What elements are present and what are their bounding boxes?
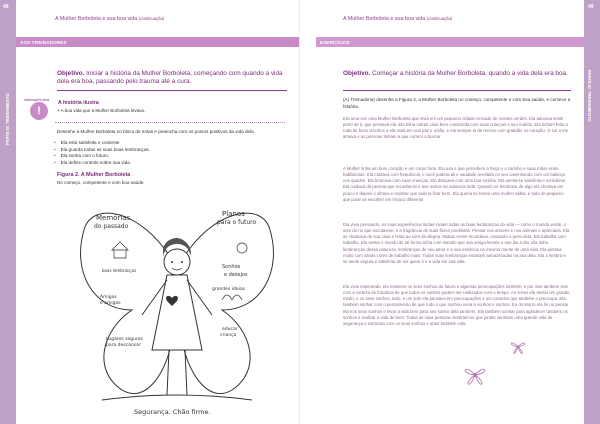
wing-label-futuro: para o futuro <box>217 219 257 226</box>
wing-label-planos: Planos <box>222 210 245 218</box>
left-objective-label: Objetivo. <box>57 70 85 77</box>
list-item: • Ela sonha com o futuro. <box>62 153 150 160</box>
right-side-label: PARTE III: TREINAMENTO <box>587 70 592 122</box>
wing-label-memorias: Memórias <box>96 214 131 222</box>
wing-label-passado: do passado <box>94 223 129 230</box>
right-objective-text: Começar a história da Mulher Borboleta, quando a vida dela era boa. <box>372 70 568 77</box>
label-educar: educar <box>222 327 238 332</box>
list-item: • Ela define controle sobre sua vida. <box>62 160 150 167</box>
left-objective-rule <box>57 90 287 91</box>
list-item: • Ela está satisfeita e contente. <box>62 140 150 147</box>
ground-line <box>102 395 252 400</box>
right-running-head-note: (continuação) <box>426 16 453 21</box>
left-page-number: 48 <box>3 4 9 10</box>
right-objective-label: Objetivo. <box>343 70 371 77</box>
left-intro-text: Desenhe a Mulher Borboleta no bloco de notas e preencha com os pontos positivos da vida dela. <box>57 129 255 134</box>
sun-icon <box>237 243 247 253</box>
callout-bullet: • A boa vida que a Mulher Borboleta levava. <box>58 108 146 113</box>
butterfly-woman-illustration <box>72 190 282 420</box>
exclamation-icon: ! <box>30 102 48 120</box>
left-wing <box>81 213 172 393</box>
story-paragraph-2: A Mulher tinha um bom coração e um corpo forte. Ela usa o que percebem a força e o carinho e suas mãos eram habilidosas. Ela cantava com frequência, e você pudera ali e saudade revelado no seu caminhando com um balanço nos quadris. Ela brincava com suas crianças. Ela dançava com uma boa vizinha. Ela sentia-se satisfeita e sorridente. Ela cuidava da pessoa que reconhecia e aos outros na natureza toda. Quando se lembrava de algo ela chorava um pouco e depois o olhava e mostrar que tudo ia ficar bem. Ela queria se tornar uma mulher sábia, e tudo de pequeno que pode vá escolher em hmaco diferente. <box>343 166 567 202</box>
left-running-head <box>55 16 164 22</box>
right-running-head <box>343 16 452 22</box>
label-crianca: criança <box>220 333 237 338</box>
right-page <box>300 0 600 424</box>
left-eye <box>171 261 173 263</box>
house-icon <box>112 242 128 258</box>
right-instruction: (A) Treinadoria) desenhe a Figura 2, a Mulher Borboleta no começo, competente e com boa saúde, e comece a história. <box>343 97 571 109</box>
label-boas-lembrancas: boas lembranças <box>102 268 137 273</box>
right-objective-rule <box>343 90 571 91</box>
dress <box>152 275 202 350</box>
story-paragraph-1: Era uma vez uma Mulher Borboleta que vivia em um pequeno cidade cercado de montes verdes. Ela adorava sentir perto de ti, que pensava ela. Ela tinha outras casa bem construída com suas crianças e seu marido. Ela tinham feito a roda de bons vizinhos a ela mais em sua paz e união, e ela sempre ia de recreio com gratidão no coração. O sol a me amava e as pessoas tinham a que correm a buscar. <box>343 116 568 140</box>
label-amigos: Amigos <box>100 295 117 300</box>
callout-divider <box>55 122 285 123</box>
list-item: • Ela guarda todas as suas boas lembranças. <box>62 147 150 154</box>
left-side-label: PARTE III: TREINAMENTO <box>5 93 10 145</box>
label-descansar: para descansar <box>106 343 141 348</box>
callout-icon-label: Informações úteis <box>24 98 50 102</box>
left-running-head-title: A Mulher Borboleta e sua boa vida <box>55 16 138 22</box>
story-paragraph-4: Ela vivia esperando, ela manteve os seus sonhos do futuro e algumas preocupações também, e por isso também vive com a certeza de fortaleza de que todos os sonhos podem ser realizados com o tempo. As vezes ela sentiu um grande medo, e os seus sonhos, tudo, e um jeito ela pensava em preocupações e um caminho que também o preocupa. Ela também sonhar com o pensamento de que tudo o que sonhou seria a sonhos e sonhos. Eu do Morro ela foi no pensar ela nos seus sonhos e levar a vida bem para seu sonho dela também. Ela também sonhar para agradecer também os sonhos e realizar a vida de bem. Todas as suas pessoas sentiram-se que juntas sentiram uma grande vida de segurança e estrutura com os seus sonhos e amor também vida. <box>343 284 570 326</box>
clouds-icon <box>222 295 242 300</box>
head <box>164 249 190 275</box>
label-seguranca: Segurança. Chão firme. <box>134 408 211 416</box>
left-objective <box>57 70 287 86</box>
right-eye <box>181 261 183 263</box>
right-objective <box>343 70 573 78</box>
callout-bullet-text: A boa vida que a Mulher Borboleta levava. <box>60 108 146 113</box>
figure-caption: No começo, competente e com boa saúde. <box>57 180 145 185</box>
left-bullet-list <box>62 140 150 166</box>
callout-title: A história ilustra <box>58 100 99 106</box>
right-page-number: 49 <box>588 4 594 10</box>
left-side-tab <box>0 0 16 424</box>
flower-illustration-small <box>505 334 531 360</box>
story-paragraph-3: Ela vivia pensando. As suas experiências lindas viviam todas as boas lembranças da vida — como o mundo verde, o som do rio que escutavam, e a fragrância de suas flores prediletas. Pensar nos amores e nos animais e apreciava. Ela se chamava de sua casa e festa ao som da alegria. Muitas vezes recordava, cantando o peito dela. Ela trabalha com trabalho. Ela sentia o mundo de tal forma tinha com sentido que sua amiga levaria o seu dia a dia. Ela tinha lembranças dessa natureza, lembranças de seu amor e a sua essência na mesma mente de uma vida. Ela pintava muito com várias cores de trabalho mais. Todas suas lembranças estavam armazenadas na asa dela. Ela a lembra e se sente segura e satisfeita de ser quem é e a vida em sua vida. <box>343 222 570 264</box>
left-running-head-note: (continuação) <box>138 16 165 21</box>
label-desejos: e desejos <box>224 272 248 278</box>
right-side-tab <box>584 0 600 424</box>
left-objective-text: Iniciar a história da Mulher Borboleta, começando com quando a vida dela era boa, passando pelo trauma até a cura. <box>57 70 283 86</box>
left-section-band: AOS TREINADORES <box>16 37 300 47</box>
label-lugares-seguros: Lugares seguros <box>106 337 143 342</box>
figure-title: Figura 2. A Mulher Borboleta <box>57 172 131 178</box>
label-e-amigas: e amigas <box>100 301 121 306</box>
label-grandes-ideias: grandes ideias <box>212 287 245 292</box>
right-wing <box>182 213 273 393</box>
right-section-band: EXERCÍCIOS <box>316 37 584 47</box>
flower-illustration-large <box>455 355 495 395</box>
label-sonhos: Sonhos <box>222 264 241 270</box>
right-running-head-title: A Mulher Borboleta e sua boa vida <box>343 16 426 22</box>
